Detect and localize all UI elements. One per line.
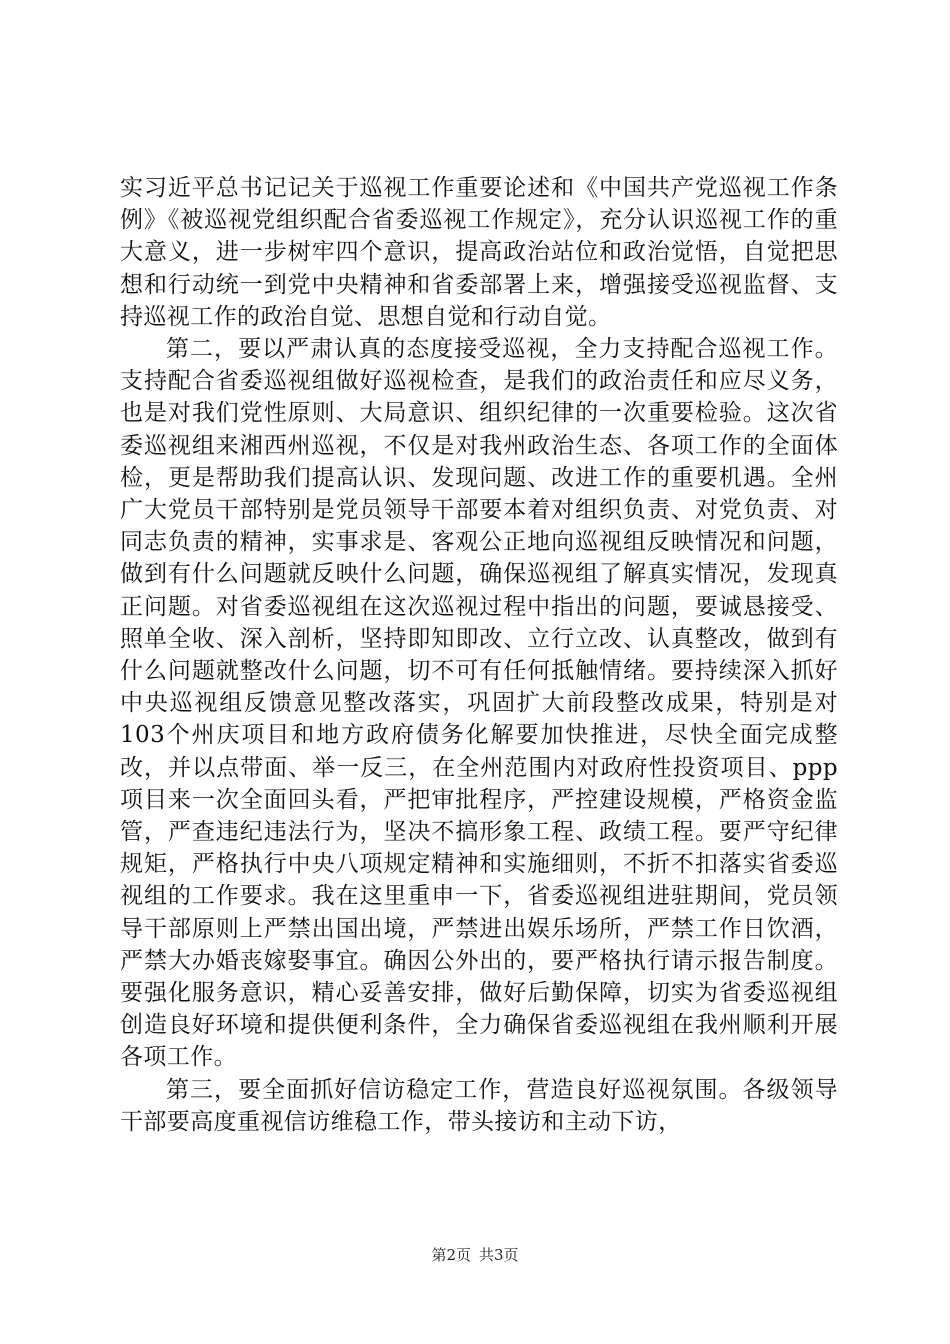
paragraph-3: 第三，要全面抓好信访稳定工作，营造良好巡视氛围。各级领导干部要高度重视信访维稳工作，带头接访和主动下访， bbox=[120, 1076, 838, 1135]
page-footer bbox=[0, 1245, 950, 1265]
paragraph-2: 第二，要以严肃认真的态度接受巡视，全力支持配合巡视工作。支持配合省委巡视组做好巡视检查，是我们的政治责任和应尽义务，也是对我们党性原则、大局意识、组织纪律的一次重要检验。这次省委巡视组来湘西州巡视，不仅是对我州政治生态、各项工作的全面体检，更是帮助我们提高认识、发现问题、改进工作的重要机遇。全州广大党员干部特别是党员领导干部要本着对组织负责、对党负责、对同志负责的精神，实事求是、客观公正地向巡视组反映情况和问题，做到有什么问题就反映什么问题，确保巡视组了解真实情况，发现真正问题。对省委巡视组在这次巡视过程中指出的问题，要诚恳接受、照单全收、深入剖析，坚持即知即改、立行立改、认真整改，做到有什么问题就整改什么问题，切不可有任何抵触情绪。要持续深入抓好中央巡视组反馈意见整改落实，巩固扩大前段整改成果，特别是对103个州庆项目和地方政府债务化解要加快推进，尽快全面完成整改，并以点带面、举一反三，在全州范围内对政府性投资项目、ppp项目来一次全面回头看，严把审批程序，严控建设规模，严格资金监管，严查违纪违法行为，坚决不搞形象工程、政绩工程。要严守纪律规矩，严格执行中央八项规定精神和实施细则，不折不扣落实省委巡视组的工作要求。我在这里重申一下，省委巡视组进驻期间，党员领导干部原则上严禁出国出境，严禁进出娱乐场所，严禁工作日饮酒，严禁大办婚丧嫁娶事宜。确因公外出的，要严格执行请示报告制度。要强化服务意识，精心妥善安排，做好后勤保障，切实为省委巡视组创造良好环境和提供便利条件，全力确保省委巡视组在我州顺利开展各项工作。 bbox=[120, 336, 838, 1071]
page-number: 第2页 bbox=[431, 1246, 471, 1264]
paragraph-1: 实习近平总书记记关于巡视工作重要论述和《中国共产党巡视工作条例》《被巡视党组织配合省委巡视工作规定》，充分认识巡视工作的重大意义，进一步树牢四个意识，提高政治站位和政治觉悟，自觉把思想和行动统一到党中央精神和省委部署上来，增强接受巡视监督、支持巡视工作的政治自觉、思想自觉和行动自觉。 bbox=[120, 175, 838, 330]
document-body bbox=[120, 172, 838, 1138]
page-total: 共3页 bbox=[479, 1246, 519, 1264]
